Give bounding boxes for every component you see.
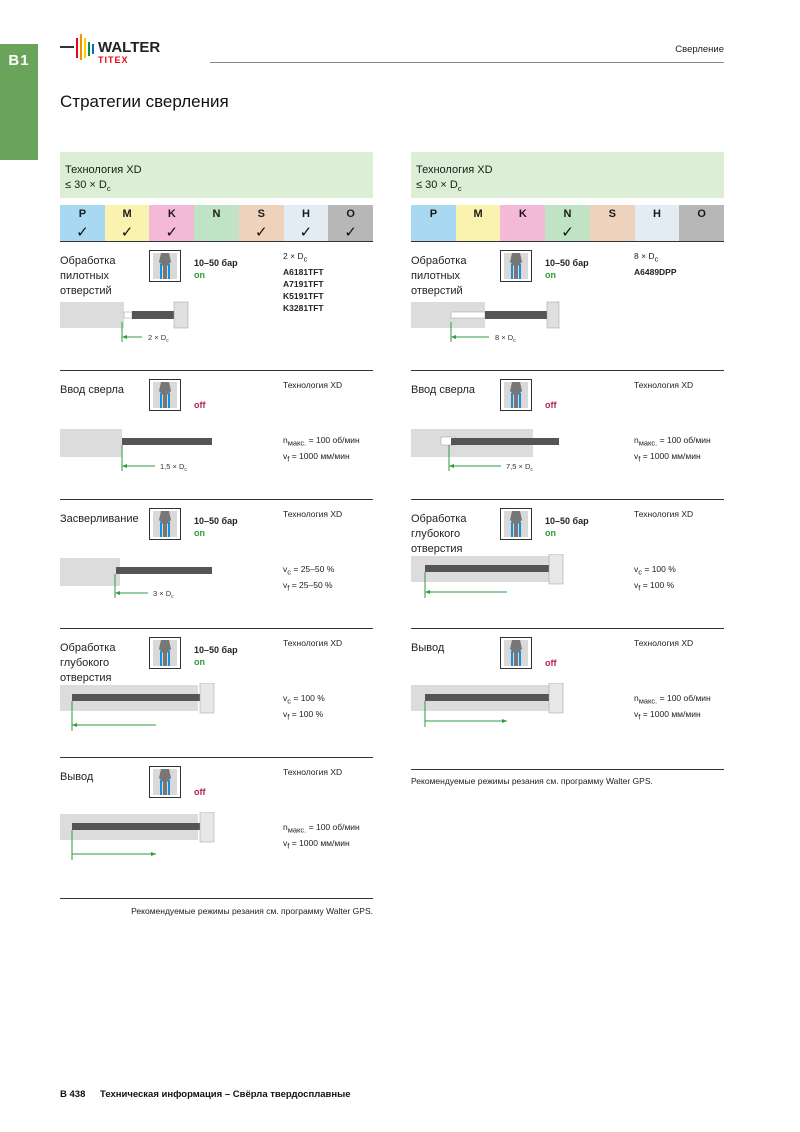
section-label: Сверление xyxy=(675,44,724,55)
footer-title: Техническая информация – Свёрла твердосплавные xyxy=(100,1089,351,1100)
stage-name: Засверливание xyxy=(60,513,139,525)
check-p: ✓ xyxy=(60,223,105,241)
svg-text:1,5 × Dc: $1,5 \times D_c$ xyxy=(160,462,187,473)
stage-name: Обработка глубокого отверстия xyxy=(411,513,467,555)
coolant-drill-icon xyxy=(149,766,181,798)
svg-text:TITEX: TITEX xyxy=(98,55,129,65)
svg-text:WALTER: WALTER xyxy=(98,39,161,56)
entry-diagram xyxy=(411,425,571,483)
left-column-rule xyxy=(60,898,373,899)
check-o: ✓ xyxy=(328,223,373,241)
left-strategy-column xyxy=(60,152,373,887)
iso-o: O xyxy=(328,205,373,223)
iso-h: H xyxy=(284,205,329,223)
stage-deep-hole xyxy=(60,629,373,758)
tool-info: Технология XD $v_c = 25-50$ % $v_f = 25-50$ % xyxy=(283,509,343,593)
stage-name: Ввод сверла xyxy=(60,384,125,396)
stage-name: Обработка пилотных отверстий xyxy=(411,255,467,297)
tool-info: Технология XD $v_c = 100$ % $v_f = 100$ % xyxy=(634,509,694,593)
right-footnote: Рекомендуемые режимы резания см. программу Walter GPS. xyxy=(411,776,653,786)
tech-title: Технология XD xyxy=(416,164,493,176)
tech-header xyxy=(60,152,373,198)
coolant-drill-icon xyxy=(149,379,181,411)
coolant-drill-icon xyxy=(500,250,532,282)
iso-m: M xyxy=(105,205,150,223)
stage-deep-hole xyxy=(411,500,724,629)
svg-text:8 × Dc: $8 \times D_c$ xyxy=(495,333,516,344)
stage-retract xyxy=(60,758,373,887)
coolant-drill-icon xyxy=(500,508,532,540)
iso-o: O xyxy=(679,205,724,223)
deep-hole-diagram xyxy=(60,683,220,741)
chapter-tab: B1 xyxy=(0,44,38,160)
header-rule xyxy=(210,62,724,63)
tool-info: Технология XD $n_{макс.} = 100$ об/мин $v_f = 1000$ мм/мин xyxy=(634,380,711,464)
check-s: ✓ xyxy=(239,223,284,241)
pressure: 10–50 бар on xyxy=(194,516,238,538)
coolant-drill-icon xyxy=(149,508,181,540)
iso-n: N xyxy=(545,205,590,223)
page-title: Стратегии сверления xyxy=(60,92,229,111)
coolant-state: off xyxy=(194,787,206,797)
pressure: 10–50 бар on xyxy=(194,645,238,667)
iso-m: M xyxy=(456,205,501,223)
check-m xyxy=(456,223,501,241)
stage-name: Ввод сверла xyxy=(411,384,476,396)
check-h: ✓ xyxy=(284,223,329,241)
tech-limit: ≤ $30 \times D_c$ xyxy=(416,179,462,194)
deep-hole-diagram xyxy=(411,554,571,612)
iso-p: P xyxy=(411,205,456,223)
walter-titex-logo xyxy=(60,32,200,66)
coolant-state: off xyxy=(545,400,557,410)
check-s xyxy=(590,223,635,241)
iso-h: H xyxy=(635,205,680,223)
stage-name: Вывод xyxy=(60,771,94,783)
coolant-drill-icon xyxy=(149,250,181,282)
retract-diagram xyxy=(411,683,571,741)
stage-entry xyxy=(60,371,373,500)
pressure: 10–50 бар on xyxy=(545,516,589,538)
check-k: ✓ xyxy=(149,223,194,241)
coolant-state: off xyxy=(545,658,557,668)
tool-info: Технология XD $n_{макс.} = 100$ об/мин $v_f = 1000$ мм/мин xyxy=(283,380,360,464)
stage-name: Обработка глубокого отверстия xyxy=(60,642,116,684)
stage-pilot xyxy=(60,242,373,371)
tech-limit: ≤ $30 \times D_c$ xyxy=(65,179,111,194)
coolant-drill-icon xyxy=(500,637,532,669)
check-k xyxy=(500,223,545,241)
iso-group-row xyxy=(60,205,373,223)
tool-info: Технология XD $n_{макс.} = 100$ об/мин $v_f = 1000$ мм/мин xyxy=(283,767,360,851)
stage-name: Вывод xyxy=(411,642,445,654)
iso-p: P xyxy=(60,205,105,223)
right-column-rule xyxy=(411,769,724,770)
iso-s: S xyxy=(590,205,635,223)
check-row xyxy=(411,223,724,242)
retract-diagram xyxy=(60,812,220,870)
iso-group-row xyxy=(411,205,724,223)
svg-text:3 × Dc: $3 \times D_c$ xyxy=(153,589,174,600)
check-row xyxy=(60,223,373,242)
entry-diagram xyxy=(60,425,220,483)
coolant-drill-icon xyxy=(500,379,532,411)
stage-name: Обработка пилотных отверстий xyxy=(60,255,116,297)
iso-k: K xyxy=(500,205,545,223)
check-h xyxy=(635,223,680,241)
check-m: ✓ xyxy=(105,223,150,241)
stage-pilot xyxy=(411,242,724,371)
check-n: ✓ xyxy=(545,223,590,241)
stage-spot-drilling xyxy=(60,500,373,629)
right-strategy-column xyxy=(411,152,724,758)
iso-k: K xyxy=(149,205,194,223)
svg-text:7,5 × Dc: $7,5 \times D_c$ xyxy=(506,462,533,473)
tool-info: $2 \times D_c$ A6181TFT A7191TFT K5191TFT K3281TFT xyxy=(283,251,324,313)
pilot-diagram xyxy=(411,296,571,354)
tool-info: Технология XD $v_c = 100$ % $v_f = 100$ % xyxy=(283,638,343,722)
stage-retract xyxy=(411,629,724,758)
stage-entry xyxy=(411,371,724,500)
pressure: 10–50 бар on xyxy=(194,258,238,280)
svg-text:2 × Dc: $2 \times D_c$ xyxy=(148,333,169,344)
check-p xyxy=(411,223,456,241)
iso-s: S xyxy=(239,205,284,223)
tech-header xyxy=(411,152,724,198)
page-footer xyxy=(60,1089,351,1100)
iso-n: N xyxy=(194,205,239,223)
check-o xyxy=(679,223,724,241)
tech-title: Технология XD xyxy=(65,164,142,176)
pressure: 10–50 бар on xyxy=(545,258,589,280)
check-n xyxy=(194,223,239,241)
tool-info: $8 \times D_c$ A6489DPP xyxy=(634,251,677,277)
tool-info: Технология XD $n_{макс.} = 100$ об/мин $v_f = 1000$ мм/мин xyxy=(634,638,711,722)
coolant-drill-icon xyxy=(149,637,181,669)
left-footnote: Рекомендуемые режимы резания см. программу Walter GPS. xyxy=(131,906,373,916)
spot-drilling-diagram xyxy=(60,554,220,612)
coolant-state: off xyxy=(194,400,206,410)
pilot-diagram xyxy=(60,296,220,354)
page-number: B 438 xyxy=(60,1089,86,1100)
